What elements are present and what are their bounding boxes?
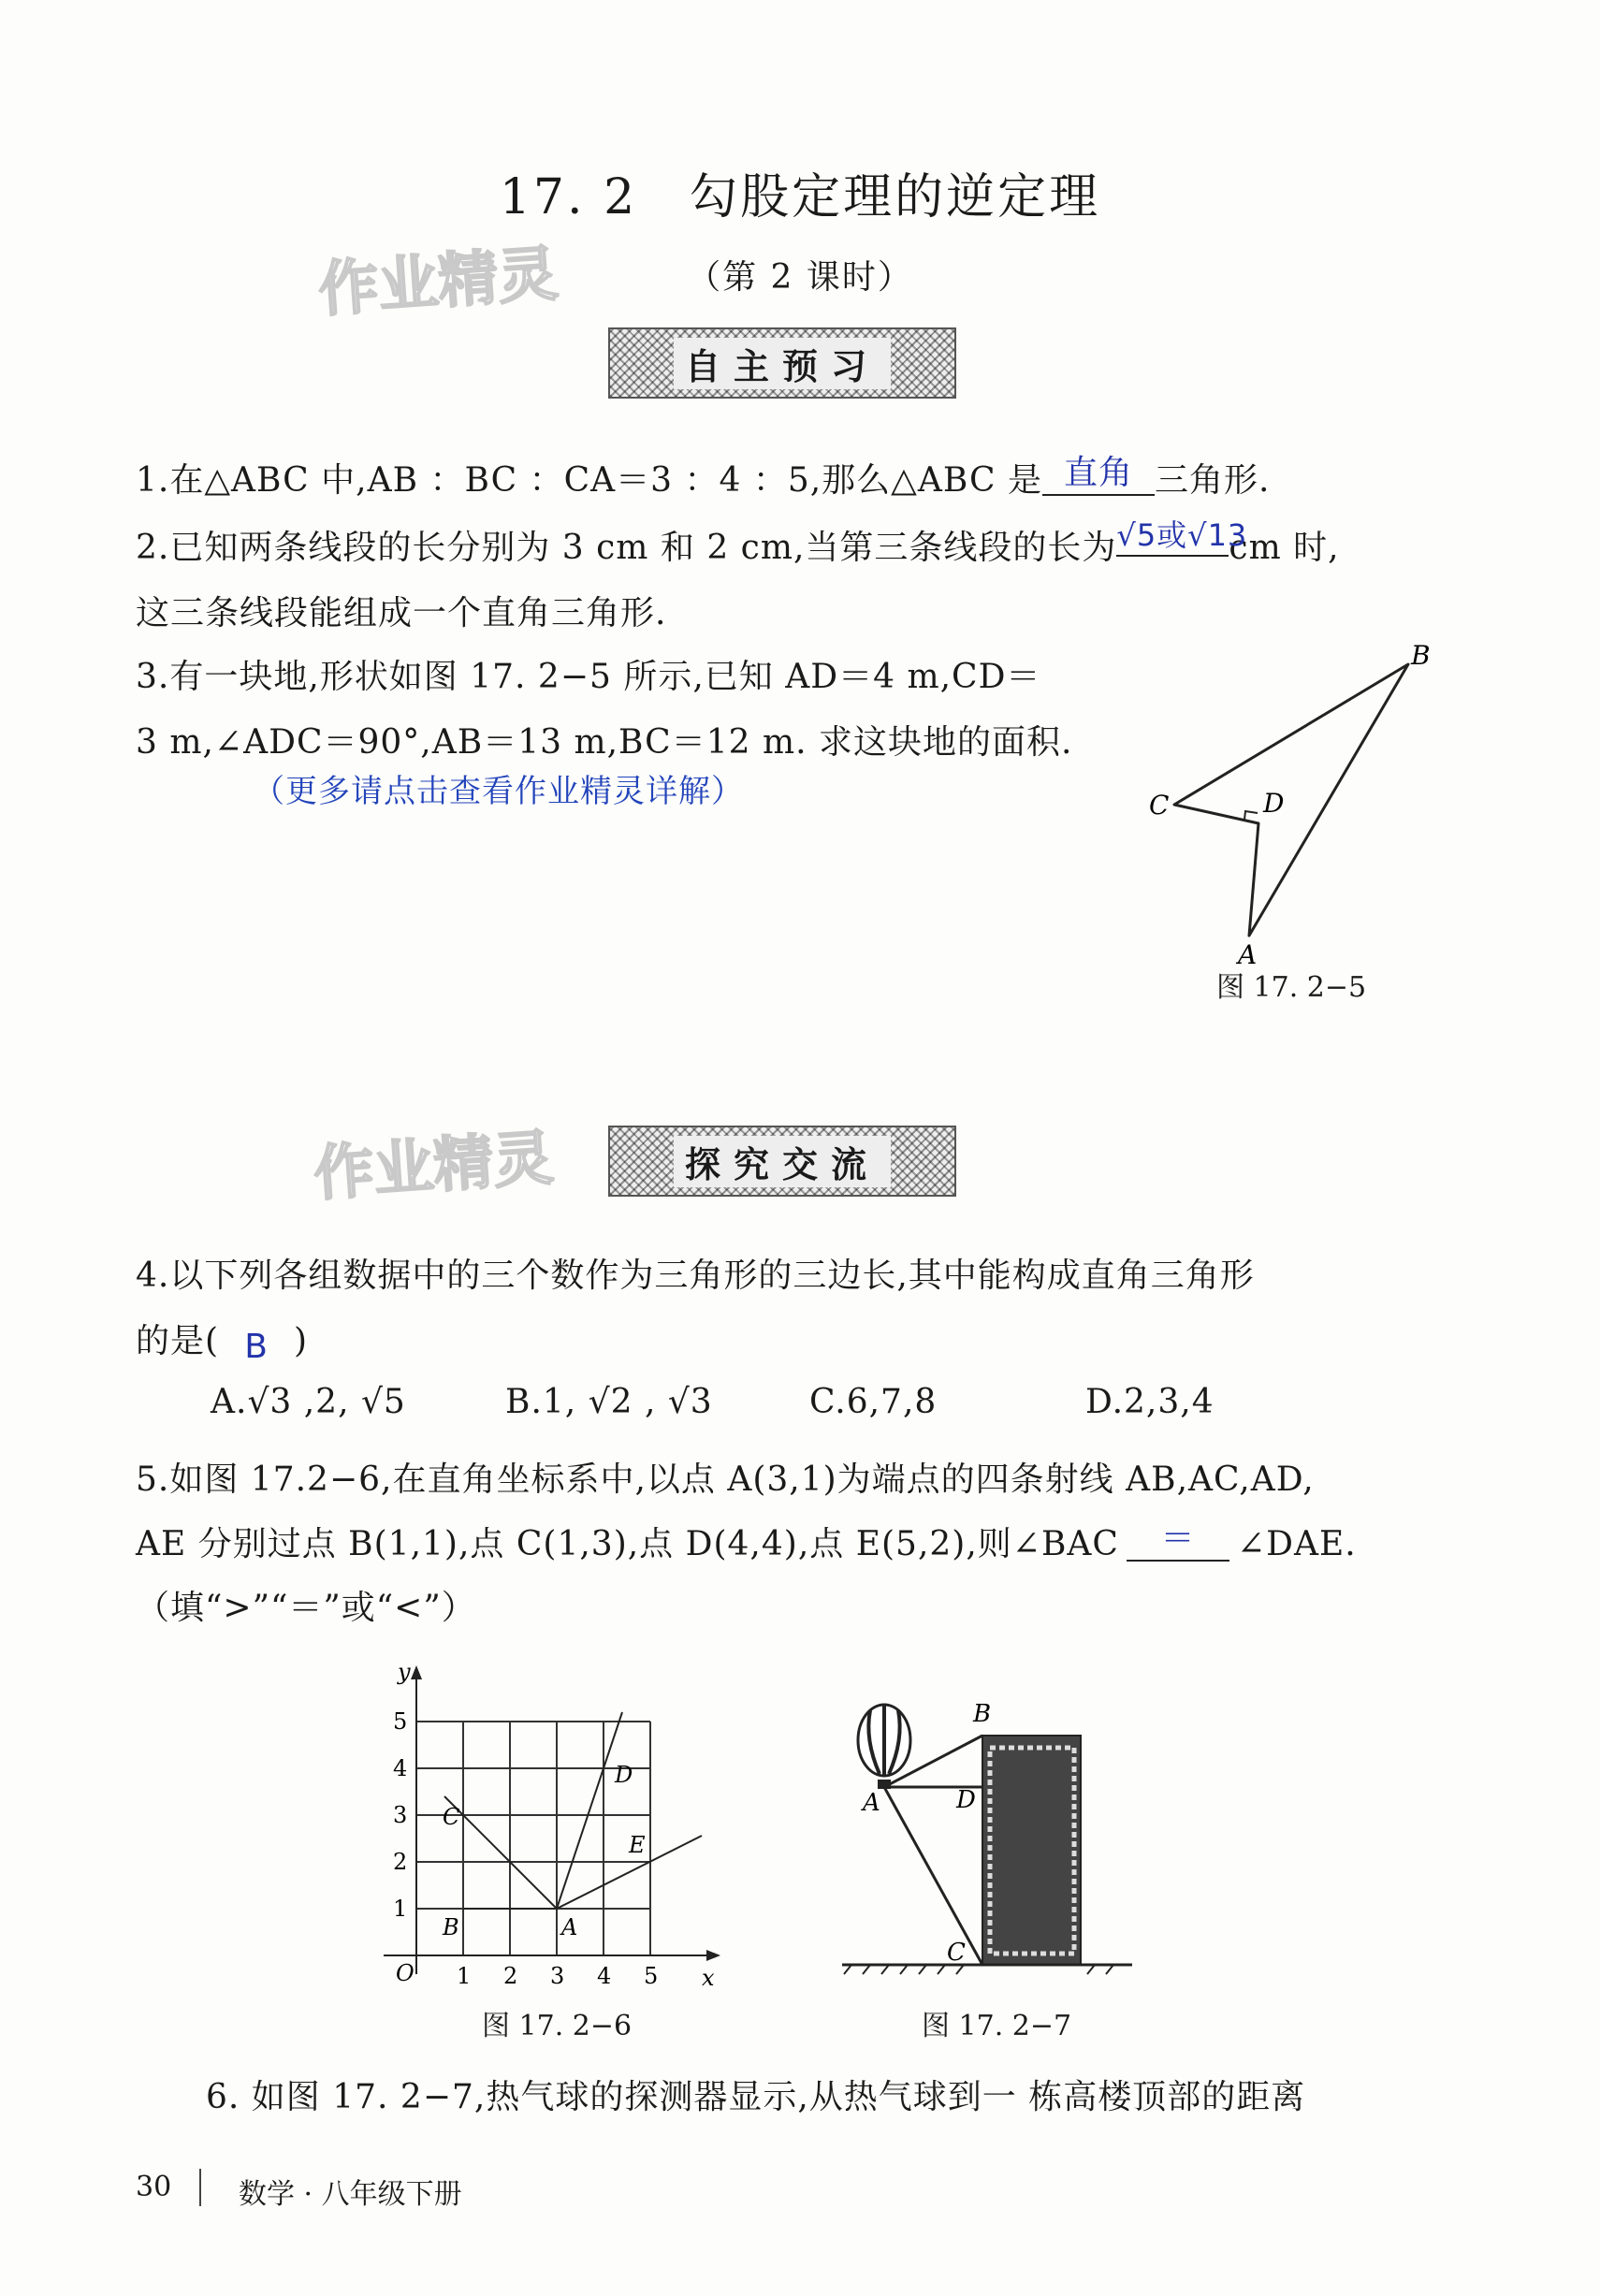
origin-label: O: [396, 1960, 415, 1986]
figure-17-2-5: [1132, 636, 1469, 973]
question-2: [136, 517, 1340, 570]
page-number: 30: [136, 2171, 172, 2203]
fig6-label-b: B: [443, 1914, 459, 1940]
q1-text-a: 1.在△ABC 中,AB ：BC ：CA＝3 ：4 ：5,那么△ABC 是: [136, 461, 1042, 500]
tick-y-1: 1: [393, 1896, 408, 1922]
fig5-label-b: B: [1411, 640, 1431, 671]
q4-option-d[interactable]: D.2,3,4: [1085, 1383, 1215, 1421]
fig5-label-c: C: [1149, 790, 1170, 821]
q4-answer[interactable]: B: [244, 1328, 269, 1366]
q4-line-1: 4.以下列各组数据中的三个数作为三角形的三边长,其中能构成直角三角形: [136, 1257, 1255, 1295]
q4-option-b[interactable]: B.1, √2 , √3: [505, 1383, 713, 1421]
q5-text-b: ∠DAE.: [1236, 1525, 1357, 1563]
fig6-label-d: D: [615, 1762, 633, 1788]
q4-text-a: 的是(: [136, 1322, 220, 1360]
page-subtitle: （第 2 课时）: [687, 258, 913, 297]
q3-line-2: 3 m,∠ADC＝90°,AB＝13 m,BC＝12 m. 求这块地的面积.: [136, 723, 1073, 762]
q6-line-1: 6. 如图 17. 2−7,热气球的探测器显示,从热气球到一 栋高楼顶部的距离: [206, 2078, 1306, 2116]
q5-line-3: （填“>”“＝”或“<”）: [136, 1589, 476, 1627]
ray-ad: [557, 1712, 622, 1909]
q1-answer-blank[interactable]: 直角: [1042, 446, 1155, 496]
figure-17-2-6: [370, 1651, 744, 1998]
building: [982, 1736, 1081, 1965]
fig5-label-a: A: [1238, 939, 1258, 970]
x-axis-arrow: [706, 1950, 720, 1961]
fig5-label-d: D: [1263, 788, 1285, 819]
fig6-label-a: A: [561, 1914, 578, 1940]
q4-option-c[interactable]: C.6,7,8: [809, 1383, 938, 1421]
right-angle-mark: [1244, 811, 1258, 820]
tick-y-2: 2: [393, 1849, 408, 1875]
question-1: [136, 454, 1270, 503]
fig7-label-c: C: [947, 1939, 966, 1967]
fig6-label-e: E: [629, 1832, 646, 1858]
axis-label-y: y: [398, 1659, 411, 1685]
section-preview-banner: [608, 327, 956, 399]
q5-answer-blank[interactable]: ＝: [1127, 1512, 1229, 1562]
q2-text-a: 2.已知两条线段的长分别为 3 cm 和 2 cm,当第三条线段的长为: [136, 529, 1117, 567]
section-preview-title: 自主预习: [674, 338, 891, 389]
section-explore-title: 探究交流: [674, 1136, 891, 1187]
tick-y-3: 3: [393, 1802, 408, 1828]
q2-text-b: cm 时,: [1229, 529, 1340, 567]
fig6-label-c: C: [443, 1804, 460, 1830]
page-title: 17. 2 勾股定理的逆定理: [499, 169, 1101, 225]
figure-17-2-7: [842, 1693, 1142, 1984]
fig7-label-b: B: [973, 1700, 992, 1728]
tick-y-5: 5: [393, 1708, 408, 1735]
axis-label-x: x: [702, 1965, 715, 1991]
ray-ac: [444, 1796, 557, 1909]
tick-x-4: 4: [597, 1963, 612, 1989]
figure-17-2-5-caption: 图 17. 2−5: [1216, 971, 1367, 1004]
figure-17-2-7-caption: 图 17. 2−7: [922, 2010, 1072, 2042]
tick-x-2: 2: [503, 1963, 518, 1989]
y-axis-arrow: [411, 1665, 422, 1679]
book-title: 数学 · 八年级下册: [239, 2178, 462, 2211]
q4-line-2: [136, 1315, 309, 1366]
tick-y-4: 4: [393, 1755, 408, 1781]
tick-x-5: 5: [644, 1963, 659, 1989]
fig7-label-a: A: [863, 1789, 880, 1817]
q5-line-2: [136, 1518, 1357, 1567]
quadrilateral-abcd: [1174, 664, 1408, 936]
q4-option-a[interactable]: A.√3 ,2, √5: [211, 1383, 406, 1421]
q1-text-b: 三角形.: [1154, 461, 1271, 500]
fig7-label-d: D: [956, 1786, 976, 1814]
q2-line-2: 这三条线段能组成一个直角三角形.: [136, 594, 667, 632]
q3-detail-link[interactable]: （更多请点击查看作业精灵详解）: [253, 773, 744, 810]
section-explore-banner: [608, 1126, 956, 1197]
tick-x-1: 1: [457, 1963, 472, 1989]
q2-answer-blank[interactable]: √5或√13: [1116, 512, 1229, 557]
q4-text-b: ): [294, 1322, 309, 1360]
figure-17-2-6-caption: 图 17. 2−6: [482, 2010, 633, 2042]
watermark-logo: 作业精灵: [316, 240, 560, 326]
q3-line-1: 3.有一块地,形状如图 17. 2−5 所示,已知 AD＝4 m,CD＝: [136, 658, 1041, 696]
tick-x-3: 3: [550, 1963, 565, 1989]
q5-text-a: AE 分别过点 B(1,1),点 C(1,3),点 D(4,4),点 E(5,2),则∠BAC: [136, 1525, 1119, 1563]
q5-line-1: 5.如图 17.2−6,在直角坐标系中,以点 A(3,1)为端点的四条射线 AB,AC,AD,: [136, 1460, 1315, 1499]
watermark-logo-2: 作业精灵: [312, 1124, 556, 1210]
footer-divider: [199, 2169, 201, 2206]
